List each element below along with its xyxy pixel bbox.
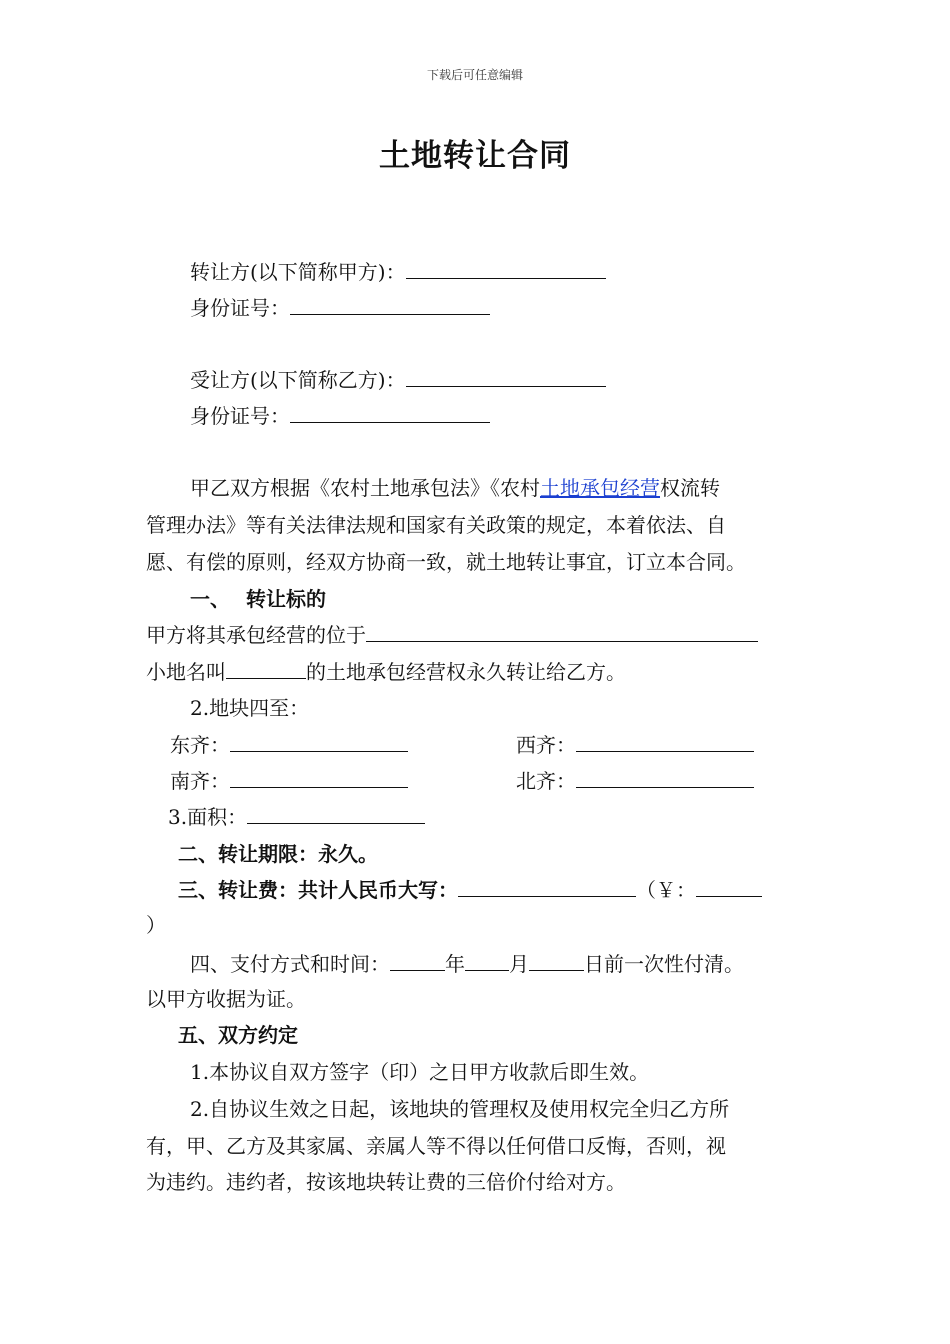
- place-name-line: [146, 658, 626, 684]
- east-label: 东齐：: [170, 733, 230, 757]
- fee-label: 三、转让费：共计人民币大写：: [178, 878, 458, 902]
- day-label: 日前一次性付清。: [584, 952, 744, 976]
- document-title: 土地转让合同: [379, 138, 571, 174]
- area-blank[interactable]: [247, 803, 425, 824]
- party-a-id-line: [190, 294, 490, 320]
- party-b-line: [190, 366, 606, 392]
- header-note: 下载后可任意编辑: [426, 68, 523, 82]
- receipt-note: 以甲方收据为证。: [146, 987, 306, 1011]
- south-label: 南齐：: [170, 769, 230, 793]
- boundaries-label: 2.地块四至：: [190, 696, 310, 720]
- intro-text: 权流转: [660, 476, 720, 500]
- west-label: 西齐：: [516, 733, 576, 757]
- place-name-blank[interactable]: [226, 658, 306, 679]
- party-a-label: 转让方(以下简称甲方)：: [190, 260, 406, 284]
- party-b-id-line: [190, 402, 490, 428]
- area-line: [168, 803, 425, 829]
- year-blank[interactable]: [390, 950, 445, 971]
- agreement-item-1: 1.本协议自双方签字（印）之日甲方收款后即生效。: [190, 1060, 650, 1084]
- day-blank[interactable]: [529, 950, 584, 971]
- fee-words-blank[interactable]: [458, 876, 636, 897]
- north-blank[interactable]: [576, 767, 754, 788]
- place-name-label: 小地名叫: [146, 660, 226, 684]
- intro-line-2: 管理办法》等有关法律法规和国家有关政策的规定，本着依法、自: [146, 513, 726, 537]
- location-line: [146, 621, 758, 647]
- party-a-blank[interactable]: [406, 258, 606, 279]
- month-blank[interactable]: [465, 950, 509, 971]
- party-b-label: 受让方(以下简称乙方)：: [190, 368, 406, 392]
- party-a-id-blank[interactable]: [290, 294, 490, 315]
- party-b-id-blank[interactable]: [290, 402, 490, 423]
- north-label: 北齐：: [516, 769, 576, 793]
- intro-link[interactable]: 土地承包经营: [540, 476, 660, 500]
- west-line: [516, 731, 754, 757]
- south-blank[interactable]: [230, 767, 408, 788]
- party-b-id-label: 身份证号：: [190, 404, 290, 428]
- payment-label: 四、支付方式和时间：: [190, 952, 390, 976]
- north-line: [516, 767, 754, 793]
- party-b-blank[interactable]: [406, 366, 606, 387]
- intro-text: 甲乙双方根据《农村土地承包法》《农村: [190, 476, 540, 500]
- section-5-heading: 五、双方约定: [178, 1023, 298, 1047]
- east-line: [170, 731, 408, 757]
- section-1-number: 一、: [190, 587, 230, 611]
- fee-amount-blank[interactable]: [696, 876, 762, 897]
- intro-line-1: [190, 475, 720, 501]
- fee-yen-label: （￥：: [636, 878, 696, 902]
- fee-close-paren: ）: [146, 913, 166, 937]
- section-4-payment-line: [190, 950, 744, 976]
- agreement-item-2-line-3: 为违约。违约者，按该地块转让费的三倍价付给对方。: [146, 1170, 626, 1194]
- section-1-title: 转让标的: [246, 587, 326, 611]
- location-blank[interactable]: [366, 621, 758, 642]
- section-3-fee-line: [178, 876, 762, 902]
- party-a-line: [190, 258, 606, 284]
- east-blank[interactable]: [230, 731, 408, 752]
- agreement-item-2-line-1: 2.自协议生效之日起，该地块的管理权及使用权完全归乙方所: [190, 1097, 730, 1121]
- party-a-id-label: 身份证号：: [190, 296, 290, 320]
- location-label: 甲方将其承包经营的位于: [146, 623, 366, 647]
- section-2-term: 二、转让期限：永久。: [178, 842, 378, 866]
- month-label: 月: [509, 952, 529, 976]
- agreement-item-2-line-2: 有，甲、乙方及其家属、亲属人等不得以任何借口反悔，否则，视: [146, 1134, 726, 1158]
- south-line: [170, 767, 408, 793]
- area-label: 3.面积：: [168, 805, 248, 829]
- intro-line-3: 愿、有偿的原则，经双方协商一致，就土地转让事宜，订立本合同。: [146, 550, 746, 574]
- west-blank[interactable]: [576, 731, 754, 752]
- year-label: 年: [445, 952, 465, 976]
- section-1-heading: [190, 586, 326, 612]
- transfer-statement: 的土地承包经营权永久转让给乙方。: [306, 660, 626, 684]
